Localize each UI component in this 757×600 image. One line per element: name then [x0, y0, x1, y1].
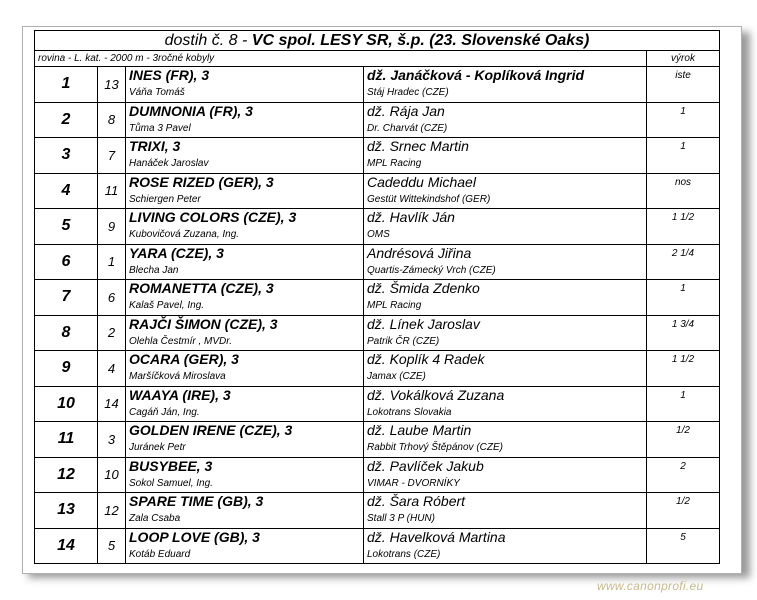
margin-value: 1	[647, 386, 720, 404]
horse-name: ROMANETTA (CZE), 3	[126, 280, 364, 298]
horse-name: INES (FR), 3	[126, 67, 364, 85]
margin-value: 1/2	[647, 422, 720, 440]
stable-name: OMS	[364, 227, 647, 245]
margin-spacer	[647, 440, 720, 458]
stable-name: Jamax (CZE)	[364, 369, 647, 387]
jockey-name: dž. Vokálková Zuzana	[364, 386, 647, 404]
trainer-name: Kubovičová Zuzana, Ing.	[126, 227, 364, 245]
horse-name: LOOP LOVE (GB), 3	[126, 528, 364, 546]
trainer-name: Olehla Čestmír , MVDr.	[126, 333, 364, 351]
result-row	[35, 493, 720, 511]
stable-name: Stall 3 P (HUN)	[364, 511, 647, 529]
result-row-detail	[35, 191, 720, 209]
margin-header: výrok	[647, 51, 720, 67]
trainer-name: Schiergen Peter	[126, 191, 364, 209]
start-number: 9	[98, 209, 126, 245]
trainer-name: Sokol Samuel, Ing.	[126, 475, 364, 493]
horse-name: WAAYA (IRE), 3	[126, 386, 364, 404]
stable-name: Lokotrans Slovakia	[364, 404, 647, 422]
margin-spacer	[647, 85, 720, 103]
margin-spacer	[647, 404, 720, 422]
race-title-row	[35, 31, 720, 51]
start-number: 10	[98, 457, 126, 493]
trainer-name: Váňa Tomáš	[126, 85, 364, 103]
result-row-detail	[35, 440, 720, 458]
finish-place: 1	[35, 67, 98, 103]
finish-place: 10	[35, 386, 98, 422]
result-row	[35, 67, 720, 85]
result-row	[35, 173, 720, 191]
start-number: 3	[98, 422, 126, 458]
horse-name: YARA (CZE), 3	[126, 244, 364, 262]
finish-place: 4	[35, 173, 98, 209]
result-row-detail	[35, 120, 720, 138]
race-name: VC spol. LESY SR, š.p. (23. Slovenské Oaks)	[251, 32, 590, 49]
margin-spacer	[647, 475, 720, 493]
stable-name: Quartis-Zámecký Vrch (CZE)	[364, 262, 647, 280]
result-row	[35, 386, 720, 404]
margin-value: 1/2	[647, 493, 720, 511]
horse-name: ROSE RIZED (GER), 3	[126, 173, 364, 191]
stable-name: Gestüt Wittekindshof (GER)	[364, 191, 647, 209]
stable-name: Patrik ČR (CZE)	[364, 333, 647, 351]
result-row-detail	[35, 511, 720, 529]
trainer-name: Hanáček Jaroslav	[126, 156, 364, 174]
margin-value: nos	[647, 173, 720, 191]
finish-place: 6	[35, 244, 98, 280]
result-row-detail	[35, 333, 720, 351]
jockey-name: dž. Šara Róbert	[364, 493, 647, 511]
margin-spacer	[647, 546, 720, 564]
race-title	[35, 31, 720, 51]
margin-spacer	[647, 191, 720, 209]
trainer-name: Cagáň Ján, Ing.	[126, 404, 364, 422]
stable-name: MPL Racing	[364, 156, 647, 174]
result-row	[35, 351, 720, 369]
start-number: 12	[98, 493, 126, 529]
result-row	[35, 280, 720, 298]
margin-spacer	[647, 511, 720, 529]
start-number: 13	[98, 67, 126, 103]
result-row	[35, 315, 720, 333]
jockey-name: dž. Havelková Martina	[364, 528, 647, 546]
margin-value: 1	[647, 102, 720, 120]
start-number: 6	[98, 280, 126, 316]
jockey-name: dž. Šmida Zdenko	[364, 280, 647, 298]
margin-value: 1	[647, 138, 720, 156]
stable-name: MPL Racing	[364, 298, 647, 316]
trainer-name: Zala Csaba	[126, 511, 364, 529]
start-number: 1	[98, 244, 126, 280]
start-number: 7	[98, 138, 126, 174]
start-number: 8	[98, 102, 126, 138]
race-results-table	[34, 30, 720, 564]
stable-name: Rabbit Trhový Štěpánov (CZE)	[364, 440, 647, 458]
result-row-detail	[35, 227, 720, 245]
horse-name: SPARE TIME (GB), 3	[126, 493, 364, 511]
result-row-detail	[35, 546, 720, 564]
stable-name: VIMAR - DVORNÍKY	[364, 475, 647, 493]
margin-value: 1	[647, 280, 720, 298]
result-row-detail	[35, 404, 720, 422]
margin-spacer	[647, 120, 720, 138]
trainer-name: Blecha Jan	[126, 262, 364, 280]
jockey-name: dž. Línek Jaroslav	[364, 315, 647, 333]
start-number: 2	[98, 315, 126, 351]
margin-value: iste	[647, 67, 720, 85]
race-conditions: rovina - L. kat. - 2000 m - 3ročné kobyly	[35, 51, 647, 67]
jockey-name: dž. Laube Martin	[364, 422, 647, 440]
result-row	[35, 138, 720, 156]
result-row-detail	[35, 85, 720, 103]
finish-place: 11	[35, 422, 98, 458]
finish-place: 2	[35, 102, 98, 138]
margin-spacer	[647, 333, 720, 351]
margin-spacer	[647, 369, 720, 387]
finish-place: 12	[35, 457, 98, 493]
start-number: 4	[98, 351, 126, 387]
result-row-detail	[35, 298, 720, 316]
horse-name: TRIXI, 3	[126, 138, 364, 156]
race-number: dostih č. 8 -	[164, 32, 252, 49]
stable-name: Lokotrans (CZE)	[364, 546, 647, 564]
margin-value: 2 1/4	[647, 244, 720, 262]
finish-place: 8	[35, 315, 98, 351]
margin-value: 5	[647, 528, 720, 546]
finish-place: 9	[35, 351, 98, 387]
jockey-name: Cadeddu Michael	[364, 173, 647, 191]
jockey-name: dž. Srnec Martin	[364, 138, 647, 156]
horse-name: OCARA (GER), 3	[126, 351, 364, 369]
trainer-name: Tůma 3 Pavel	[126, 120, 364, 138]
horse-name: DUMNONIA (FR), 3	[126, 102, 364, 120]
stable-name: Stáj Hradec (CZE)	[364, 85, 647, 103]
stable-name: Dr. Charvát (CZE)	[364, 120, 647, 138]
finish-place: 13	[35, 493, 98, 529]
finish-place: 14	[35, 528, 98, 564]
horse-name: RAJČI ŠIMON (CZE), 3	[126, 315, 364, 333]
trainer-name: Kalaš Pavel, Ing.	[126, 298, 364, 316]
margin-spacer	[647, 156, 720, 174]
result-row	[35, 102, 720, 120]
watermark: www.canonprofi.eu	[597, 579, 704, 593]
trainer-name: Kotáb Eduard	[126, 546, 364, 564]
result-row-detail	[35, 156, 720, 174]
start-number: 11	[98, 173, 126, 209]
margin-value: 2	[647, 457, 720, 475]
result-row	[35, 209, 720, 227]
trainer-name: Juránek Petr	[126, 440, 364, 458]
result-row	[35, 422, 720, 440]
result-row-detail	[35, 475, 720, 493]
trainer-name: Maršíčková Miroslava	[126, 369, 364, 387]
finish-place: 3	[35, 138, 98, 174]
margin-spacer	[647, 227, 720, 245]
horse-name: GOLDEN IRENE (CZE), 3	[126, 422, 364, 440]
jockey-name: dž. Pavlíček Jakub	[364, 457, 647, 475]
margin-value: 1 3/4	[647, 315, 720, 333]
margin-value: 1 1/2	[647, 209, 720, 227]
race-conditions-row	[35, 51, 720, 67]
finish-place: 7	[35, 280, 98, 316]
result-row	[35, 457, 720, 475]
horse-name: LIVING COLORS (CZE), 3	[126, 209, 364, 227]
jockey-name: dž. Janáčková - Koplíková Ingrid	[364, 67, 647, 85]
result-row-detail	[35, 369, 720, 387]
jockey-name: dž. Rája Jan	[364, 102, 647, 120]
start-number: 5	[98, 528, 126, 564]
start-number: 14	[98, 386, 126, 422]
result-row-detail	[35, 262, 720, 280]
jockey-name: dž. Havlík Ján	[364, 209, 647, 227]
margin-spacer	[647, 298, 720, 316]
finish-place: 5	[35, 209, 98, 245]
result-row	[35, 244, 720, 262]
horse-name: BUSYBEE, 3	[126, 457, 364, 475]
jockey-name: dž. Koplík 4 Radek	[364, 351, 647, 369]
result-row	[35, 528, 720, 546]
margin-value: 1 1/2	[647, 351, 720, 369]
jockey-name: Andrésová Jiřina	[364, 244, 647, 262]
margin-spacer	[647, 262, 720, 280]
